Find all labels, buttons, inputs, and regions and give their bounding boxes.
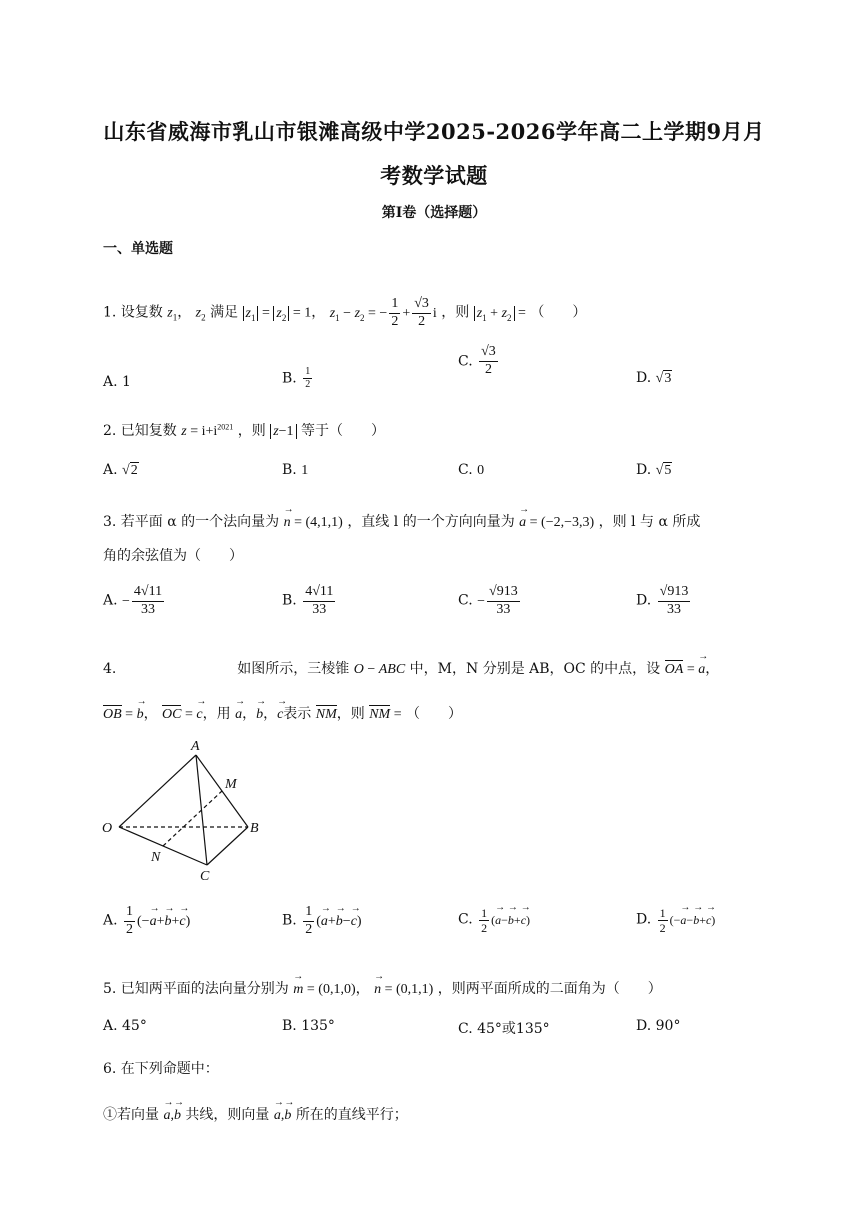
q2-option-c: C. 0 — [458, 462, 485, 478]
label-n: N — [151, 850, 161, 865]
segment-nm — [163, 791, 222, 846]
tetrahedron-figure — [100, 735, 270, 885]
q1-blank: （ ） — [530, 304, 587, 321]
label-b: B — [250, 821, 259, 836]
label-c: C — [200, 869, 210, 884]
q4-option-c: C. $\frac{1}{2}$ (→ a−→ b+→ c) — [458, 906, 530, 936]
q1-condition: 满足 — [210, 304, 239, 321]
q5-option-d: D. 90° — [636, 1018, 681, 1034]
q2-option-a: A. √2 — [103, 462, 138, 478]
q5-option-c: C. 45°或135° — [458, 1021, 550, 1037]
section-heading: 一、单选题 — [103, 241, 173, 257]
q4-option-b: B. $\frac{1}{2}$ (→ a+→ b−→ c) — [282, 904, 362, 939]
volume-subtitle: 第I卷（选择题） — [381, 205, 487, 221]
q1-option-d: D. √3 — [636, 370, 672, 386]
question-3: 3. 若平面 α 的一个法向量为 → n = (4,1,1) ，直线 l 的一个方向向量为 → a = (−2,−3,3) ，则 l 与 α 所成 — [103, 511, 700, 531]
q2-option-b: B. 1 — [282, 462, 309, 478]
exam-title-line1: 山东省威海市乳山市银滩高级中学2025-2026学年高二上学期9月月 — [103, 119, 765, 144]
question-1: 1. 设复数 $z_1$， $z_2$ 满足 $z_1 = z_2 = 1$， $z_1 - z_2$ = − $\frac{1}{2}$ + $\frac{√3}{2}$ i ，则 $z_1 + z_2$ = （ ） — [103, 296, 587, 329]
q2-prefix: 2. 已知复数 — [103, 423, 177, 439]
question-4-line2: OB = → b， OC = → c，用 → a，→ b，→ c表示 NM，则 NM = （ ） — [103, 703, 462, 723]
q4-option-a: A. $\frac{1}{2}$ (−→ a+→ b+→ c) — [103, 904, 190, 939]
q1-option-c: C. $\frac{√3}{2}$ — [458, 344, 496, 377]
edge-oa — [119, 755, 196, 827]
q3-option-c: C. − $\frac{√913}{33}$ — [458, 584, 518, 617]
question-6-item1: ①若向量 → a,→ b 共线，则向量 → a,→ b 所在的直线平行； — [103, 1104, 408, 1124]
question-6: 6. 在下列命题中： — [103, 1061, 219, 1077]
question-2: 2. 已知复数 $z = i+i^{2021}$ ，则 z−1 等于（ ） — [103, 422, 386, 439]
question-3-line2: 角的余弦值为（ ） — [103, 548, 243, 564]
q5-option-a: A. 45° — [103, 1018, 147, 1034]
q2-option-d: D. √5 — [636, 462, 672, 478]
q1-then: ，则 — [441, 304, 470, 321]
q1-prefix: 1. 设复数 — [103, 304, 163, 321]
q3-option-b: B. $\frac{4√11}{33}$ — [282, 584, 334, 617]
q4-option-d: D. $\frac{1}{2}$ (−→ a−→ b+→ c) — [636, 906, 715, 936]
label-o: O — [102, 821, 113, 836]
q1-option-a: A. 1 — [103, 374, 131, 390]
q3-option-d: D. $\frac{√913}{33}$ — [636, 584, 689, 617]
q5-option-b: B. 135° — [282, 1018, 335, 1034]
q1-option-b: B. $\frac{1}{2}$ — [282, 366, 311, 390]
edge-cb — [207, 827, 248, 865]
question-5: 5. 已知两平面的法向量分别为 → m = (0,1,0)， → n = (0,1,1) ，则两平面所成的二面角为（ ） — [103, 978, 662, 998]
question-4: 4. 如图所示，三棱锥 O − ABC 中，M，N 分别是 AB，OC 的中点，设 OA = → a， — [103, 658, 719, 678]
exam-title-line2: 考数学试题 — [380, 163, 488, 188]
label-m: M — [225, 777, 237, 792]
q3-option-a: A. − $\frac{4√11}{33}$ — [103, 584, 163, 617]
label-a: A — [191, 739, 200, 754]
